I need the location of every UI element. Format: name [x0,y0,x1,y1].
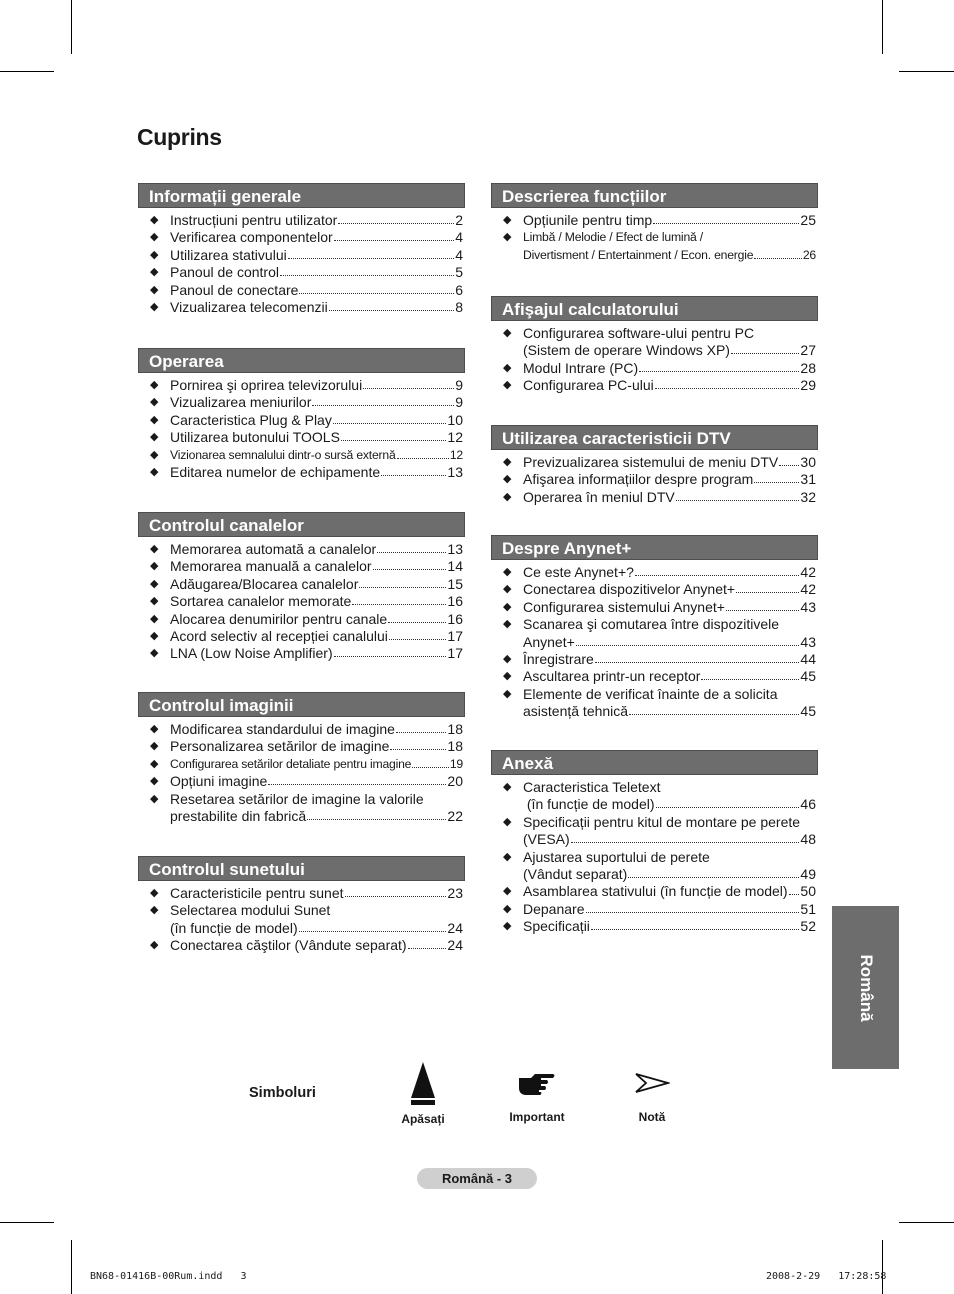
toc-entry-text: (Sistem de operare Windows XP) [523,342,730,359]
diamond-bullet-icon: ◆ [150,647,159,660]
diamond-bullet-icon: ◆ [150,379,159,391]
toc-entry-text: Conectarea căştilor (Vândute separat) [170,937,407,954]
diamond-bullet-icon: ◆ [503,670,512,683]
toc-entry-text: Adăugarea/Blocarea canalelor [170,575,359,592]
dot-leader [591,918,800,930]
toc-entry-text: Pornirea şi oprirea televizorului [170,377,363,393]
toc-entry[interactable] [138,791,465,826]
dot-leader [333,412,447,424]
toc-entry[interactable] [491,686,818,721]
diamond-bullet-icon: ◆ [503,885,512,898]
toc-entry[interactable] [138,229,465,246]
toc-entry-text: Caracteristica Plug & Play [170,411,332,428]
diamond-bullet-icon: ◆ [150,630,159,643]
toc-entry-page: 50 [800,883,816,900]
toc-entry-page: 29 [800,377,816,394]
toc-entry[interactable] [491,668,818,685]
toc-section [491,183,818,264]
toc-entry-page: 45 [800,703,816,720]
toc-entry-page: 30 [800,454,816,470]
toc-entry[interactable] [138,628,465,645]
toc-entry-text: Configurarea sistemului Anynet+ [523,598,725,615]
toc-entry-text: Limbă / Melodie / Efect de lumină / [523,230,703,245]
diamond-bullet-icon: ◆ [150,792,159,805]
toc-entry-text: Conectarea dispozitivelor Anynet+ [523,581,736,598]
diamond-bullet-icon: ◆ [150,231,159,244]
language-side-tab [832,906,899,1069]
diamond-bullet-icon: ◆ [150,248,159,261]
toc-section [138,512,465,663]
toc-entry[interactable] [491,325,818,360]
toc-entry-page: 24 [447,919,463,936]
diamond-bullet-icon: ◆ [150,757,159,770]
toc-entry[interactable] [491,616,818,651]
toc-entry[interactable] [138,264,465,281]
toc-entry-page: 42 [800,564,816,580]
dot-leader [390,738,446,750]
toc-entry-text: Înregistrare [523,651,594,668]
toc-entry-text: (în funcție de model) [170,919,298,936]
toc-entry-text: Selectarea modului Sunet [170,902,331,919]
diamond-bullet-icon: ◆ [150,595,159,608]
toc-section [491,535,818,721]
toc-entry-text: Editarea numelor de echipamente [170,464,381,481]
toc-entry-text: Specificații [523,918,590,935]
diamond-bullet-icon: ◆ [503,214,512,226]
dot-leader [363,377,454,389]
press-icon [408,1060,438,1108]
diamond-bullet-icon: ◆ [503,600,512,613]
dot-leader [352,593,446,605]
crop-mark [71,0,72,54]
toc-entry-text: Utilizarea butonului TOOLS [170,429,340,446]
toc-section [138,856,465,955]
toc-section-header: Descrierea funcțiilor [491,183,818,208]
toc-entry-text: Anynet+ [523,633,575,650]
toc-entry[interactable] [491,599,818,616]
dot-leader [397,447,449,459]
diamond-bullet-icon: ◆ [503,815,512,828]
dot-leader [381,464,446,476]
diamond-bullet-icon: ◆ [150,413,159,426]
toc-entry[interactable] [138,247,465,264]
toc-entry-page: 19 [449,756,463,771]
toc-entry[interactable] [138,429,465,446]
dot-leader [789,883,800,895]
symbols-label: Simboluri [249,1085,316,1101]
page-title: Cuprins [137,124,222,150]
toc-entry-text: Vizualizarea telecomenzii [170,299,328,316]
toc-entry[interactable] [138,937,465,954]
toc-section-header: Informații generale [138,183,465,208]
toc-entry-text: prestabilite din fabrică [170,808,307,825]
toc-entry[interactable] [138,576,465,593]
toc-entry[interactable] [491,779,818,814]
toc-entry-page: 14 [447,558,463,575]
symbol-press-caption: Apăsați [401,1112,445,1126]
toc-entry[interactable] [138,902,465,937]
toc-entry[interactable] [491,212,818,229]
toc-entry[interactable] [138,721,465,738]
toc-entry[interactable] [491,564,818,581]
toc-entry-page: 9 [455,394,463,411]
toc-entry-page: 22 [447,808,463,825]
toc-entry-text: Ascultarea printr-un receptor [523,668,701,685]
toc-entry-text: Memorarea automată a canalelor [170,541,377,557]
crop-mark [0,71,54,72]
toc-entry-page: 48 [800,831,816,848]
toc-entry-page: 12 [449,447,463,462]
toc-entry-page: 43 [800,598,816,615]
toc-entry-page: 17 [447,645,463,662]
dot-leader [299,920,447,932]
dot-leader [312,394,454,406]
crop-mark [0,1222,54,1223]
toc-entry-page: 17 [447,628,463,645]
dot-leader [412,756,449,768]
toc-entry[interactable] [491,471,818,488]
dot-leader [639,360,799,372]
toc-entry-text: Sortarea canalelor memorate [170,593,352,610]
toc-entry-page: 4 [455,229,463,246]
dot-leader [576,634,800,646]
diamond-bullet-icon: ◆ [150,612,159,625]
diamond-bullet-icon: ◆ [150,266,159,279]
toc-entry-page: 43 [800,633,816,650]
toc-entry-text: Previzualizarea sistemului de meniu DTV [523,454,779,470]
dot-leader [629,703,799,715]
toc-entry-text: Configurarea setărilor detaliate pentru imagine [170,756,412,771]
dot-leader [341,429,447,441]
dot-leader [595,651,800,663]
dot-leader [307,808,446,820]
diamond-bullet-icon: ◆ [150,396,159,409]
diamond-bullet-icon: ◆ [150,466,159,479]
toc-entry-text: LNA (Low Noise Amplifier) [170,645,333,662]
dot-leader [373,558,447,570]
diamond-bullet-icon: ◆ [150,301,159,314]
diamond-bullet-icon: ◆ [150,723,159,735]
toc-entry-text: Caracteristica Teletext [523,779,661,795]
diamond-bullet-icon: ◆ [503,653,512,666]
toc-entry[interactable] [491,814,818,849]
dot-leader [268,773,446,785]
toc-entry[interactable] [138,282,465,299]
toc-section-header: Anexă [491,750,818,775]
toc-entry-page: 25 [800,212,816,228]
toc-entry[interactable] [138,412,465,429]
diamond-bullet-icon: ◆ [150,431,159,444]
toc-entry[interactable] [138,447,465,464]
toc-entry-page: 2 [455,212,463,228]
toc-entry-page: 16 [447,593,463,610]
toc-entry-text: Opțiunile pentru timp [523,212,653,228]
dot-leader [396,721,447,733]
toc-entry-text: Alocarea denumirilor pentru canale [170,610,388,627]
diamond-bullet-icon: ◆ [503,850,512,863]
toc-entry-page: 45 [800,668,816,685]
toc-entry-text: Panoul de conectare [170,281,299,298]
diamond-bullet-icon: ◆ [150,887,159,899]
toc-section [491,296,818,395]
dot-leader [329,299,454,311]
toc-entry-page: 15 [447,575,463,592]
toc-entry[interactable] [138,738,465,755]
toc-entry-text: Memorarea manuală a canalelor [170,558,372,575]
toc-section-header: Controlul canalelor [138,512,465,537]
diamond-bullet-icon: ◆ [503,456,512,468]
dot-leader [334,229,455,241]
toc-entry[interactable] [138,593,465,610]
toc-entry-text: Utilizarea stativului [170,246,287,263]
dot-leader [377,541,446,553]
toc-entry-page: 18 [447,721,463,737]
symbol-note [622,1072,682,1124]
indd-timestamp: 2008-2-29 17:28:58 [766,1271,887,1282]
diamond-bullet-icon: ◆ [150,904,159,917]
toc-entry-text: Personalizarea setărilor de imagine [170,738,390,755]
toc-entry-page: 18 [447,738,463,755]
diamond-bullet-icon: ◆ [503,379,512,392]
toc-entry-text: Asamblarea stativului (în funcție de model) [523,883,788,900]
toc-entry-page: 16 [447,610,463,627]
toc-section-header: Controlul imaginii [138,692,465,717]
dot-leader [571,831,800,843]
toc-entry-page: 13 [447,541,463,557]
toc-entry[interactable] [138,558,465,575]
toc-entry-page: 44 [800,651,816,668]
toc-entry-page: 42 [800,581,816,598]
toc-entry-page: 49 [800,866,816,883]
diamond-bullet-icon: ◆ [503,361,512,374]
pointing-hand-icon [517,1070,557,1096]
toc-entry-page: 8 [455,299,463,316]
toc-entry-text: Depanare [523,900,585,917]
dot-leader [338,212,454,224]
toc-section-header: Despre Anynet+ [491,535,818,560]
toc-entry-text: Ajustarea suportului de perete [523,848,710,865]
dot-leader [653,212,799,224]
diamond-bullet-icon: ◆ [503,618,512,631]
toc-entry-text: (Vândut separat) [523,866,628,883]
dot-leader [736,581,799,593]
diamond-bullet-icon: ◆ [503,583,512,596]
toc-entry[interactable] [138,645,465,662]
page-number-badge: Română - 3 [417,1168,537,1189]
toc-entry-text: Vizionarea semnalului dintr-o sursă externă [170,447,396,462]
toc-entry[interactable] [491,229,818,264]
diamond-bullet-icon: ◆ [503,473,512,486]
toc-entry-page: 12 [447,429,463,446]
toc-section [138,183,465,316]
toc-entry-page: 52 [800,918,816,935]
toc-section [138,692,465,825]
dot-leader [726,599,799,611]
dot-leader [334,645,447,657]
toc-entry-text: Resetarea setărilor de imagine la valorile [170,790,424,807]
toc-entry-text: Instrucțiuni pentru utilizator [170,212,338,228]
note-arrow-icon [634,1072,670,1094]
toc-entry[interactable] [491,360,818,377]
toc-entry[interactable] [491,581,818,598]
toc-entry-page: 51 [800,900,816,917]
toc-entry-page: 6 [455,281,463,298]
dot-leader [779,454,799,466]
toc-entry[interactable] [491,651,818,668]
dot-leader [389,628,447,640]
dot-leader [299,282,454,294]
toc-entry-text: Elemente de verificat înainte de a solicita [523,685,778,702]
diamond-bullet-icon: ◆ [503,920,512,933]
dot-leader [280,264,454,276]
toc-entry[interactable] [491,918,818,935]
toc-entry-text: Ce este Anynet+? [523,564,634,580]
toc-entry-text: Panoul de control [170,264,279,281]
toc-entry[interactable] [491,489,818,506]
dot-leader [359,576,446,588]
diamond-bullet-icon: ◆ [150,740,159,753]
toc-entry[interactable] [138,394,465,411]
toc-entry-page: 24 [447,937,463,954]
dot-leader [701,668,799,680]
toc-entry[interactable] [138,885,465,902]
diamond-bullet-icon: ◆ [503,490,512,503]
toc-entry-text: Configurarea PC-ului [523,377,654,394]
language-side-tab-label: Română [856,953,876,1022]
toc-entry[interactable] [491,454,818,471]
indd-file-info: BN68-01416B-00Rum.indd 3 [90,1271,247,1282]
toc-entry-page: 5 [455,264,463,281]
dot-leader [656,796,800,808]
toc-entry-page: 4 [455,246,463,263]
toc-entry[interactable] [138,611,465,628]
toc-entry[interactable] [138,756,465,773]
symbol-press [393,1060,453,1126]
toc-entry-page: 28 [800,359,816,376]
toc-entry-text: Scanarea şi comutarea între dispozitivele [523,616,780,633]
toc-entry-text: Afişarea informațiilor despre program [523,471,754,488]
toc-entry[interactable] [138,299,465,316]
diamond-bullet-icon: ◆ [150,560,159,573]
dot-leader [345,885,447,897]
toc-entry-page: 23 [447,885,463,901]
toc-entry-page: 27 [800,342,816,359]
diamond-bullet-icon: ◆ [150,577,159,590]
symbol-important [497,1070,577,1124]
toc-entry-page: 46 [800,796,816,813]
toc-entry[interactable] [491,849,818,884]
toc-entry[interactable] [138,773,465,790]
toc-entry-text: Acord selectiv al recepției canalului [170,628,388,645]
dot-leader [635,564,800,576]
dot-leader [408,937,447,949]
toc-section [491,425,818,506]
toc-entry-page: 31 [800,471,816,488]
toc-entry[interactable] [491,883,818,900]
toc-entry-text: Modificarea standardului de imagine [170,721,395,737]
toc-section-header: Operarea [138,348,465,373]
diamond-bullet-icon: ◆ [503,781,512,793]
dot-leader [754,471,799,483]
diamond-bullet-icon: ◆ [503,902,512,915]
dot-leader [655,377,800,389]
diamond-bullet-icon: ◆ [150,448,159,461]
symbol-important-caption: Important [509,1110,565,1124]
diamond-bullet-icon: ◆ [503,687,512,700]
symbol-note-caption: Notă [638,1110,666,1124]
toc-entry-text: Modul Intrare (PC) [523,359,639,376]
toc-section-header: Controlul sunetului [138,856,465,881]
toc-entry[interactable] [138,212,465,229]
dot-leader [586,901,800,913]
toc-entry-text: Caracteristicile pentru sunet [170,885,344,901]
toc-entry-page: 13 [447,464,463,481]
toc-section-header: Afişajul calculatorului [491,296,818,321]
toc-entry-page: 32 [800,488,816,505]
toc-entry[interactable] [491,377,818,394]
dot-leader [388,611,446,623]
dot-leader [676,489,800,501]
toc-entry-text: Configurarea software-ului pentru PC [523,325,755,341]
toc-entry-text: Verificarea componentelor [170,229,333,246]
dot-leader [754,247,802,259]
toc-entry-page: 20 [447,773,463,790]
toc-entry-text: Specificații pentru kitul de montare pe perete [523,813,801,830]
diamond-bullet-icon: ◆ [503,566,512,578]
diamond-bullet-icon: ◆ [150,775,159,788]
toc-entry[interactable] [491,901,818,918]
diamond-bullet-icon: ◆ [503,231,512,244]
toc-entry-text: Vizualizarea meniurilor [170,394,312,411]
toc-entry[interactable] [138,377,465,394]
toc-section [138,348,465,481]
toc-entry-text: Opțiuni imagine [170,773,268,790]
toc-entry-text: (VESA) [523,831,570,848]
crop-mark [71,1240,72,1294]
crop-mark [882,0,883,54]
toc-entry-page: 26 [802,247,816,262]
toc-entry-page: 10 [447,411,463,428]
toc-entry[interactable] [138,464,465,481]
crop-mark [899,71,954,72]
crop-mark [899,1222,954,1223]
toc-entry-text: Divertisment / Entertainment / Econ. energie [523,247,754,262]
dot-leader [628,866,799,878]
diamond-bullet-icon: ◆ [150,543,159,555]
toc-entry-text: Operarea în meniul DTV [523,488,675,505]
diamond-bullet-icon: ◆ [150,214,159,226]
dot-leader [731,342,799,354]
dot-leader [288,247,454,259]
diamond-bullet-icon: ◆ [150,283,159,296]
diamond-bullet-icon: ◆ [503,327,512,339]
toc-entry-text: (în funcție de model) [523,796,655,813]
toc-entry-text: asistență tehnică [523,703,629,720]
toc-entry[interactable] [138,541,465,558]
crop-mark [882,1240,883,1294]
toc-section-header: Utilizarea caracteristicii DTV [491,425,818,450]
toc-section [491,750,818,936]
toc-entry-page: 9 [455,377,463,393]
diamond-bullet-icon: ◆ [150,939,159,952]
